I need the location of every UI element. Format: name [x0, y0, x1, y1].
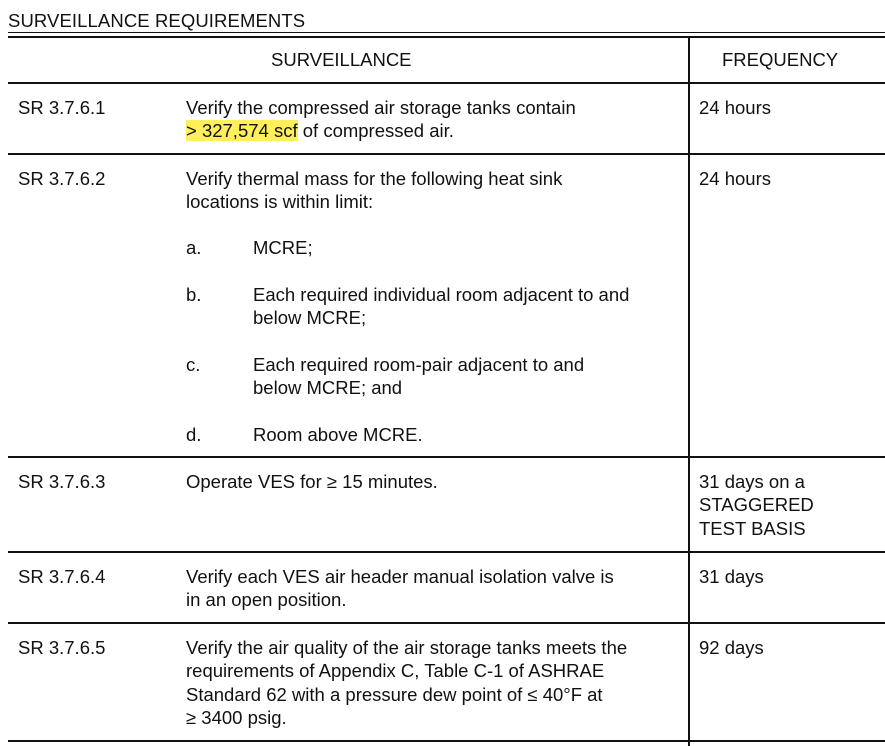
page-title: SURVEILLANCE REQUIREMENTS	[8, 10, 306, 31]
surveillance-text: Verify the air quality of the air storage tanks meets the	[186, 637, 628, 658]
surveillance-text-rest: of compressed air.	[297, 120, 454, 141]
surveillance-text: Verify the compressed air storage tanks contain	[186, 97, 576, 118]
frequency-text: 92 days	[699, 637, 764, 658]
header-bottom-rule	[8, 82, 885, 84]
sr-number: SR 3.7.6.5	[18, 637, 106, 658]
surveillance-text: Operate VES for ≥ 15 minutes.	[186, 471, 438, 492]
row-divider	[8, 622, 885, 624]
list-item-text: below MCRE; and	[253, 377, 403, 398]
row-divider	[8, 551, 885, 553]
row-divider	[8, 456, 885, 458]
header-surveillance: SURVEILLANCE	[271, 49, 412, 70]
list-item-text: MCRE;	[253, 237, 313, 258]
surveillance-text: Standard 62 with a pressure dew point of ≤ 40°F at	[186, 684, 603, 705]
frequency-text: 31 days on a	[699, 471, 805, 492]
surveillance-text: Verify each VES air header manual isolation valve is	[186, 566, 614, 587]
title-underline	[8, 32, 885, 33]
list-item-text: Each required individual room adjacent to and	[253, 284, 630, 305]
surveillance-text: ≥ 3400 psig.	[186, 707, 287, 728]
list-item-text: below MCRE;	[253, 307, 367, 328]
surveillance-text	[186, 119, 454, 143]
surveillance-text: requirements of Appendix C, Table C-1 of ASHRAE	[186, 660, 605, 681]
list-item-label: c.	[186, 354, 201, 375]
list-item-label: d.	[186, 424, 202, 445]
frequency-text: TEST BASIS	[699, 518, 806, 539]
highlighted-value: > 327,574 scf	[186, 120, 298, 141]
table-top-rule	[8, 36, 885, 38]
row-divider	[8, 153, 885, 155]
list-item-text: Room above MCRE.	[253, 424, 423, 445]
list-item-label: a.	[186, 237, 202, 258]
column-divider	[688, 37, 690, 746]
frequency-text: STAGGERED	[699, 494, 814, 515]
header-frequency: FREQUENCY	[722, 49, 839, 70]
table-bottom-rule	[8, 740, 885, 742]
sr-number: SR 3.7.6.3	[18, 471, 106, 492]
surveillance-text: locations is within limit:	[186, 191, 374, 212]
sr-number: SR 3.7.6.2	[18, 168, 106, 189]
frequency-text: 31 days	[699, 566, 764, 587]
list-item-label: b.	[186, 284, 202, 305]
sr-number: SR 3.7.6.1	[18, 97, 106, 118]
frequency-text: 24 hours	[699, 168, 771, 189]
surveillance-text: Verify thermal mass for the following heat sink	[186, 168, 563, 189]
list-item-text: Each required room-pair adjacent to and	[253, 354, 585, 375]
sr-number: SR 3.7.6.4	[18, 566, 106, 587]
frequency-text: 24 hours	[699, 97, 771, 118]
surveillance-text: in an open position.	[186, 589, 347, 610]
